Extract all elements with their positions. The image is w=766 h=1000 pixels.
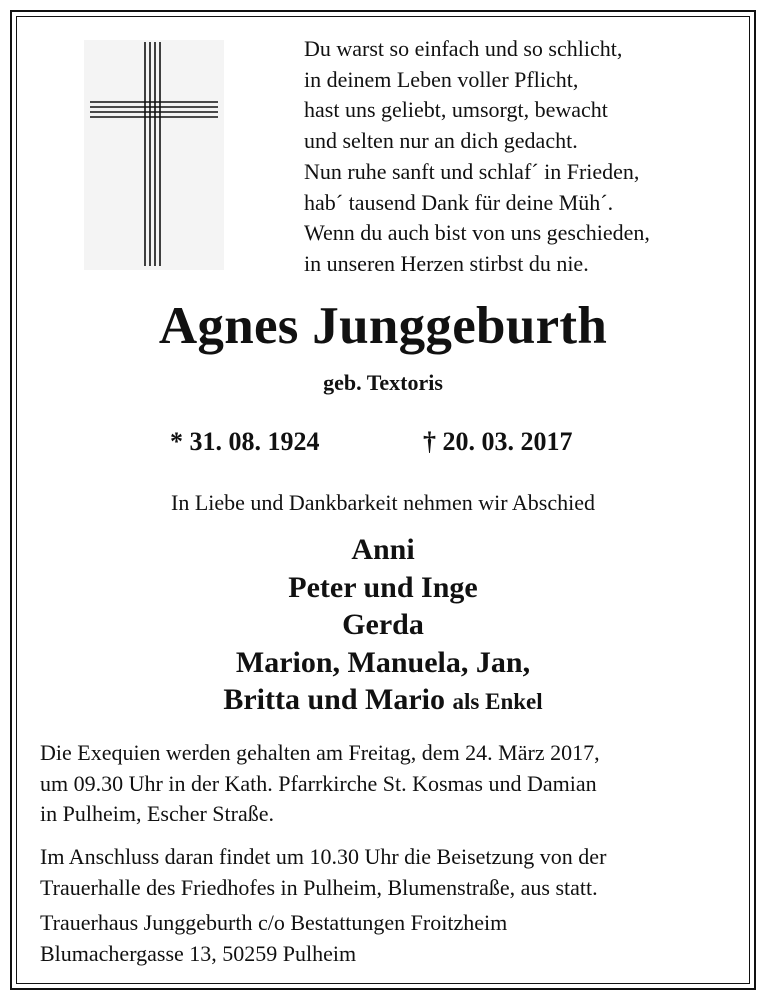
mourner-line: Peter und Inge	[288, 570, 478, 604]
poem-line: Du warst so einfach und so schlicht,	[304, 36, 623, 61]
service-line: um 09.30 Uhr in der Kath. Pfarrkirche St. Kosmas und Damian	[40, 770, 597, 796]
address-line: Trauerhaus Junggeburth c/o Bestattungen Froitzheim	[40, 910, 508, 935]
death-date: † 20. 03. 2017	[423, 427, 573, 456]
deceased-name: Agnes Junggeburth	[158, 297, 608, 355]
service-line: in Pulheim, Escher Straße.	[40, 801, 275, 826]
address-line: Blumachergasse 13, 50259 Pulheim	[40, 940, 357, 966]
poem-line: in unseren Herzen stirbst du nie.	[304, 250, 589, 276]
burial-line: Trauerhalle des Friedhofes in Pulheim, Blumenstraße, aus statt.	[40, 874, 598, 900]
mourning-address	[40, 908, 740, 969]
mourner-grandchildren: Britta und Mario	[223, 683, 446, 716]
burial-line: Im Anschluss daran findet um 10.30 Uhr die Beisetzung von der	[40, 844, 607, 869]
birth-date: * 31. 08. 1924	[170, 427, 320, 456]
cross-icon	[84, 40, 224, 270]
burial-details	[40, 842, 740, 903]
poem-line: Nun ruhe sanft und schlaf´ in Frieden,	[304, 158, 640, 184]
mourners-list	[0, 531, 766, 721]
service-details	[40, 738, 740, 830]
poem-line: Wenn du auch bist von uns geschieden,	[304, 220, 650, 246]
poem-line: hast uns geliebt, umsorgt, bewacht	[304, 97, 608, 123]
poem	[304, 34, 744, 280]
poem-line: hab´ tausend Dank für deine Müh´.	[304, 189, 614, 215]
mourner-line: Anni	[351, 533, 415, 566]
poem-line: in deinem Leben voller Pflicht,	[304, 66, 579, 92]
poem-line: und selten nur an dich gedacht.	[304, 128, 578, 154]
mourner-line	[0, 681, 766, 721]
mourner-role: als Enkel	[452, 689, 543, 714]
service-line: Die Exequien werden gehalten am Freitag, dem 24. März 2017,	[40, 740, 600, 765]
mourner-line: Marion, Manuela, Jan,	[235, 645, 531, 679]
maiden-name: geb. Textoris	[323, 370, 443, 395]
farewell-text: In Liebe und Dankbarkeit nehmen wir Abschied	[171, 490, 595, 515]
mourner-line: Gerda	[342, 608, 424, 641]
